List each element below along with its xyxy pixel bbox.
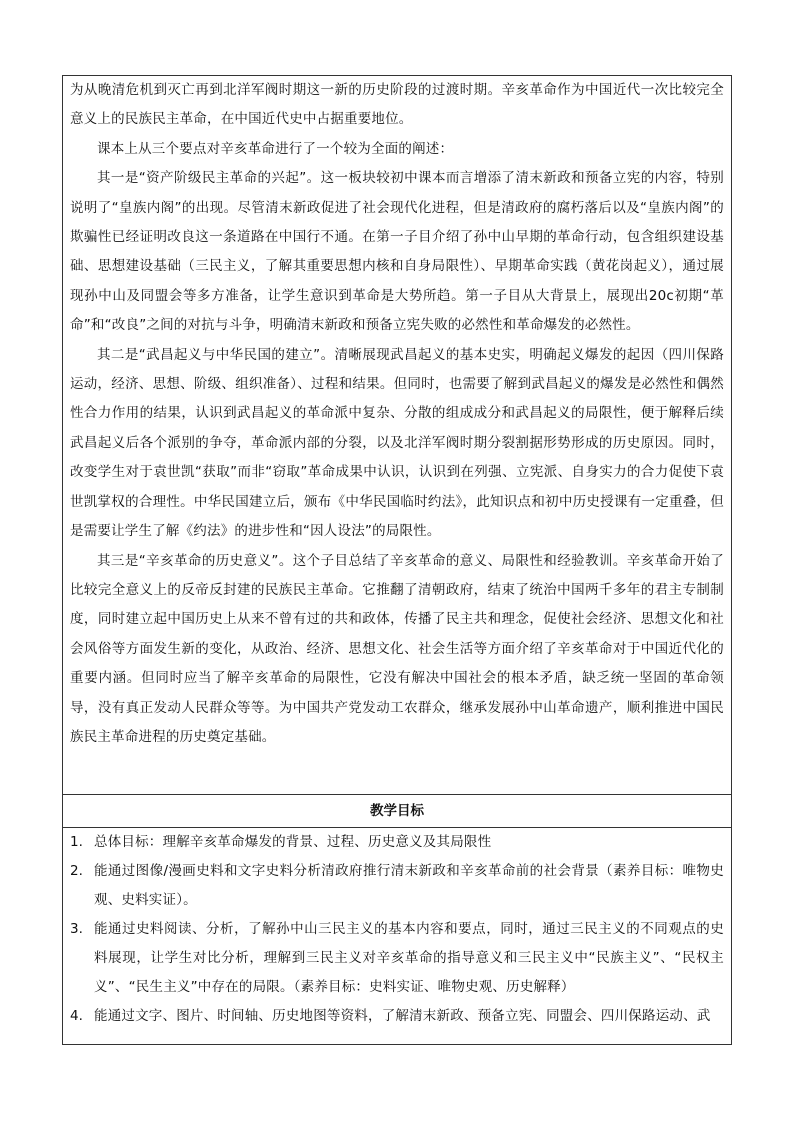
- teaching-goals-list: [63, 828, 731, 1044]
- goal-number: 4.: [70, 1008, 83, 1024]
- textbook-analysis-cell: [63, 76, 731, 795]
- goal-item: [70, 857, 724, 915]
- paragraph-point-three: 其三是“辛亥革命的历史意义”。这个子目总结了辛亥革命的意义、局限性和经验教训。辛亥革命开始了比较完全意义上的反帝反封建的民族民主革命。它推翻了清朝政府，结束了统治中国两千多年的君主专制制度，同时建立起中国历史上从来不曾有过的共和政体，传播了民主共和理念，促使社会经济、思想文化和社会风俗等方面发生新的变化，从政治、经济、思想文化、社会生活等方面介绍了辛亥革命对于中国近代化的重要内涵。但同时应当了解辛亥革命的局限性，它没有解决中国社会的根本矛盾，缺乏统一坚固的革命领导，没有真正发动人民群众等等。为中国共产党发动工农群众，继承发展孙中山革命遗产，顺利推进中国民族民主革命进程的历史奠定基础。: [70, 552, 724, 745]
- goal-text: 能通过文字、图片、时间轴、历史地图等资料，了解清末新政、预备立宪、同盟会、四川保路运动、武: [94, 1008, 711, 1024]
- goal-text: 总体目标：理解辛亥革命爆发的背景、过程、历史意义及其局限性: [94, 834, 492, 850]
- goal-text: 能通过史料阅读、分析，了解孙中山三民主义的基本内容和要点，同时，通过三民主义的不同观点的史料展现，让学生对比分析，理解到三民主义对辛亥革命的指导意义和三民主义中“民族主义”、“民权主义”、“民生主义”中存在的局限。（素养目标：史料实证、唯物史观、历史解释）: [94, 921, 724, 995]
- goal-item: [70, 828, 724, 857]
- teaching-goals-header: 教学目标: [63, 795, 731, 828]
- paragraph-point-one: 其一是“资产阶级民主革命的兴起”。这一板块较初中课本而言增添了清末新政和预备立宪的内容，特别说明了“皇族内阁”的出现。尽管清末新政促进了社会现代化进程，但是清政府的腐朽落后以及“皇族内阁”的欺骗性已经证明改良这一条道路在中国行不通。在第一子目介绍了孙中山早期的革命行动，包含组织建设基础、思想建设基础（三民主义，了解其重要思想内核和自身局限性）、早期革命实践（黄花岗起义），通过展现孙中山及同盟会等多方准备，让学生意识到革命是大势所趋。第一子目从大背景上，展现出20c初期“革命”和“改良”之间的对抗与斗争，明确清末新政和预备立宪失败的必然性和革命爆发的必然性。: [70, 170, 724, 334]
- document-table: [62, 75, 732, 1045]
- goal-item: [70, 1002, 724, 1031]
- paragraph-intro: 课本上从三个要点对辛亥革命进行了一个较为全面的阐述：: [97, 140, 454, 157]
- goal-text: 能通过图像/漫画史料和文字史料分析清政府推行清末新政和辛亥革命前的社会背景（素养目标：唯物史观、史料实证）。: [94, 863, 724, 908]
- goal-number: 3.: [70, 921, 83, 937]
- goal-number: 2.: [70, 863, 83, 879]
- paragraph-continuation: 为从晚清危机到灭亡再到北洋军阀时期这一新的历史阶段的过渡时期。辛亥革命作为中国近代一次比较完全意义上的民族民主革命，在中国近代史中占据重要地位。: [70, 82, 724, 128]
- goal-item: [70, 915, 724, 1002]
- paragraph-point-two: 其二是“武昌起义与中华民国的建立”。清晰展现武昌起义的基本史实，明确起义爆发的起因（四川保路运动，经济、思想、阶级、组织准备）、过程和结果。但同时，也需要了解到武昌起义的爆发是必然性和偶然性合力作用的结果，认识到武昌起义的革命派中复杂、分散的组成成分和武昌起义的局限性，便于解释后续武昌起义后各个派别的争夺，革命派内部的分裂，以及北洋军阀时期分裂割据形势形成的历史原因。同时，改变学生对于袁世凯“获取”而非“窃取”革命成果中认识，认识到在列强、立宪派、自身实力的合力促使下袁世凯掌权的合理性。中华民国建立后，颁布《中华民国临时约法》，此知识点和初中历史授课有一定重叠，但是需要让学生了解《约法》的进步性和“因人设法”的局限性。: [70, 346, 724, 540]
- goal-number: 1.: [70, 834, 83, 850]
